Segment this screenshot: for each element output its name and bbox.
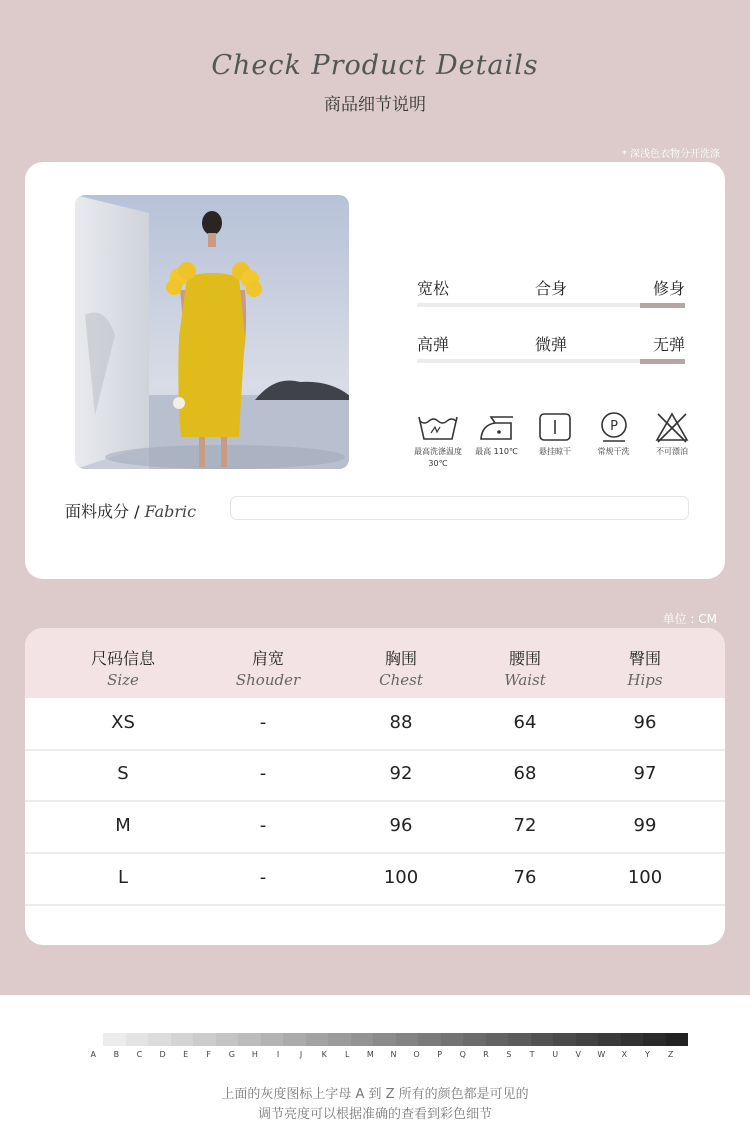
grayscale-swatch	[396, 1033, 419, 1046]
table-row: L - 100 76 100	[25, 853, 725, 906]
table-row: S - 92 68 97	[25, 749, 725, 802]
grayscale-swatch	[171, 1033, 194, 1046]
grayscale-letter: K	[321, 1050, 327, 1059]
page-title-cn: 商品细节说明	[324, 95, 426, 115]
stretch-label-high: 高弹	[417, 335, 450, 354]
stretch-track	[417, 359, 685, 363]
grayscale-swatch	[283, 1033, 306, 1046]
grayscale-swatch	[261, 1033, 284, 1046]
grayscale-swatch	[238, 1033, 261, 1046]
grayscale-note-line1: 上面的灰度图标上字母 A 到 Z 所有的颜色都是可见的	[221, 1087, 529, 1102]
grayscale-swatch	[666, 1033, 689, 1046]
grayscale-swatch	[621, 1033, 644, 1046]
fit-scale-row	[417, 276, 685, 307]
grayscale-swatch	[193, 1033, 216, 1046]
fit-track	[417, 303, 685, 307]
header-waist: 腰围 Waist	[504, 649, 546, 689]
dry-clean-icon	[598, 410, 630, 444]
grayscale-letter: P	[437, 1050, 443, 1059]
table-row: XS - 88 64 96	[25, 698, 725, 751]
grayscale-letter: C	[136, 1050, 143, 1059]
grayscale-letter: F	[206, 1050, 212, 1059]
grayscale-letter: J	[299, 1050, 303, 1059]
care-item-hang-dry: 悬挂晾干	[527, 410, 583, 470]
svg-text:P: P	[609, 419, 618, 434]
grayscale-bar	[103, 1033, 688, 1046]
header-chest: 胸围 Chest	[379, 649, 423, 689]
model-image	[75, 195, 349, 469]
grayscale-letter: Z	[667, 1050, 674, 1059]
grayscale-letter: W	[597, 1050, 606, 1059]
grayscale-swatch	[103, 1033, 126, 1046]
grayscale-letter: U	[552, 1050, 559, 1059]
grayscale-note-line2: 调节亮度可以根据准确的查看到彩色细节	[257, 1107, 492, 1122]
grayscale-letter: Q	[459, 1050, 466, 1059]
grayscale-letter: A	[90, 1050, 96, 1059]
product-photo[interactable]	[75, 195, 349, 469]
no-bleach-icon	[655, 410, 689, 444]
grayscale-letters	[82, 1050, 682, 1059]
grayscale-swatch	[598, 1033, 621, 1046]
stretch-indicator	[640, 359, 685, 364]
grayscale-letter: G	[228, 1050, 235, 1059]
grayscale-swatch	[418, 1033, 441, 1046]
grayscale-swatch	[306, 1033, 329, 1046]
wash-30-icon	[416, 410, 460, 444]
care-item-iron: 最高 110℃	[469, 410, 525, 470]
grayscale-swatch	[148, 1033, 171, 1046]
grayscale-swatch	[216, 1033, 239, 1046]
grayscale-swatch	[463, 1033, 486, 1046]
grayscale-letter: M	[366, 1050, 374, 1059]
grayscale-letter: B	[113, 1050, 120, 1059]
grayscale-swatch	[643, 1033, 666, 1046]
fabric-field	[230, 496, 689, 520]
stretch-label-none: 无弹	[652, 335, 685, 354]
grayscale-letter: T	[529, 1050, 535, 1059]
grayscale-swatch	[351, 1033, 374, 1046]
grayscale-swatch	[531, 1033, 554, 1046]
grayscale-letter: V	[575, 1050, 581, 1059]
grayscale-swatch	[553, 1033, 576, 1046]
product-detail-card	[25, 162, 725, 579]
grayscale-swatch	[373, 1033, 396, 1046]
stretch-label-slight: 微弹	[534, 335, 567, 354]
wash-note: * 深浅色衣物分开洗涤	[621, 149, 720, 160]
grayscale-letter: O	[413, 1050, 420, 1059]
fit-label-loose: 宽松	[417, 279, 450, 298]
care-item-no-bleach: 不可漂泊	[644, 410, 700, 470]
grayscale-letter: N	[390, 1050, 397, 1059]
iron-icon	[477, 410, 517, 444]
grayscale-swatch	[126, 1033, 149, 1046]
grayscale-letter: S	[506, 1050, 512, 1059]
fit-label-regular: 合身	[534, 279, 567, 298]
grayscale-letter: L	[345, 1050, 350, 1059]
care-item-dry-clean: P 常规干洗	[586, 410, 642, 470]
hang-dry-icon	[538, 410, 572, 444]
size-table	[25, 628, 725, 945]
grayscale-letter: I	[276, 1050, 280, 1059]
unit-label: 单位 : CM	[662, 612, 717, 626]
grayscale-letter: X	[621, 1050, 628, 1059]
care-item-wash: 最高洗涤温度 30℃	[410, 410, 466, 470]
header-shoulder: 肩宽 Shouder	[235, 649, 301, 689]
grayscale-letter: D	[159, 1050, 166, 1059]
page-title-en: Check Product Details	[211, 50, 539, 81]
care-instructions	[410, 410, 700, 470]
header-hips: 臀围 Hips	[627, 649, 663, 689]
grayscale-swatch	[328, 1033, 351, 1046]
grayscale-swatch	[576, 1033, 599, 1046]
header-size: 尺码信息 Size	[90, 649, 155, 689]
fit-label-slim: 修身	[652, 279, 685, 298]
size-table-header	[25, 628, 725, 698]
fabric-label: 面料成分 / Fabric	[65, 502, 197, 521]
grayscale-letter: Y	[645, 1050, 650, 1059]
grayscale-swatch	[441, 1033, 464, 1046]
grayscale-swatch	[486, 1033, 509, 1046]
fit-indicator	[640, 303, 685, 308]
grayscale-letter: R	[483, 1050, 489, 1059]
grayscale-letter: H	[251, 1050, 258, 1059]
grayscale-letter: E	[183, 1050, 189, 1059]
grayscale-swatch	[508, 1033, 531, 1046]
stretch-scale-row	[417, 332, 685, 363]
table-row: M - 96 72 99	[25, 801, 725, 854]
